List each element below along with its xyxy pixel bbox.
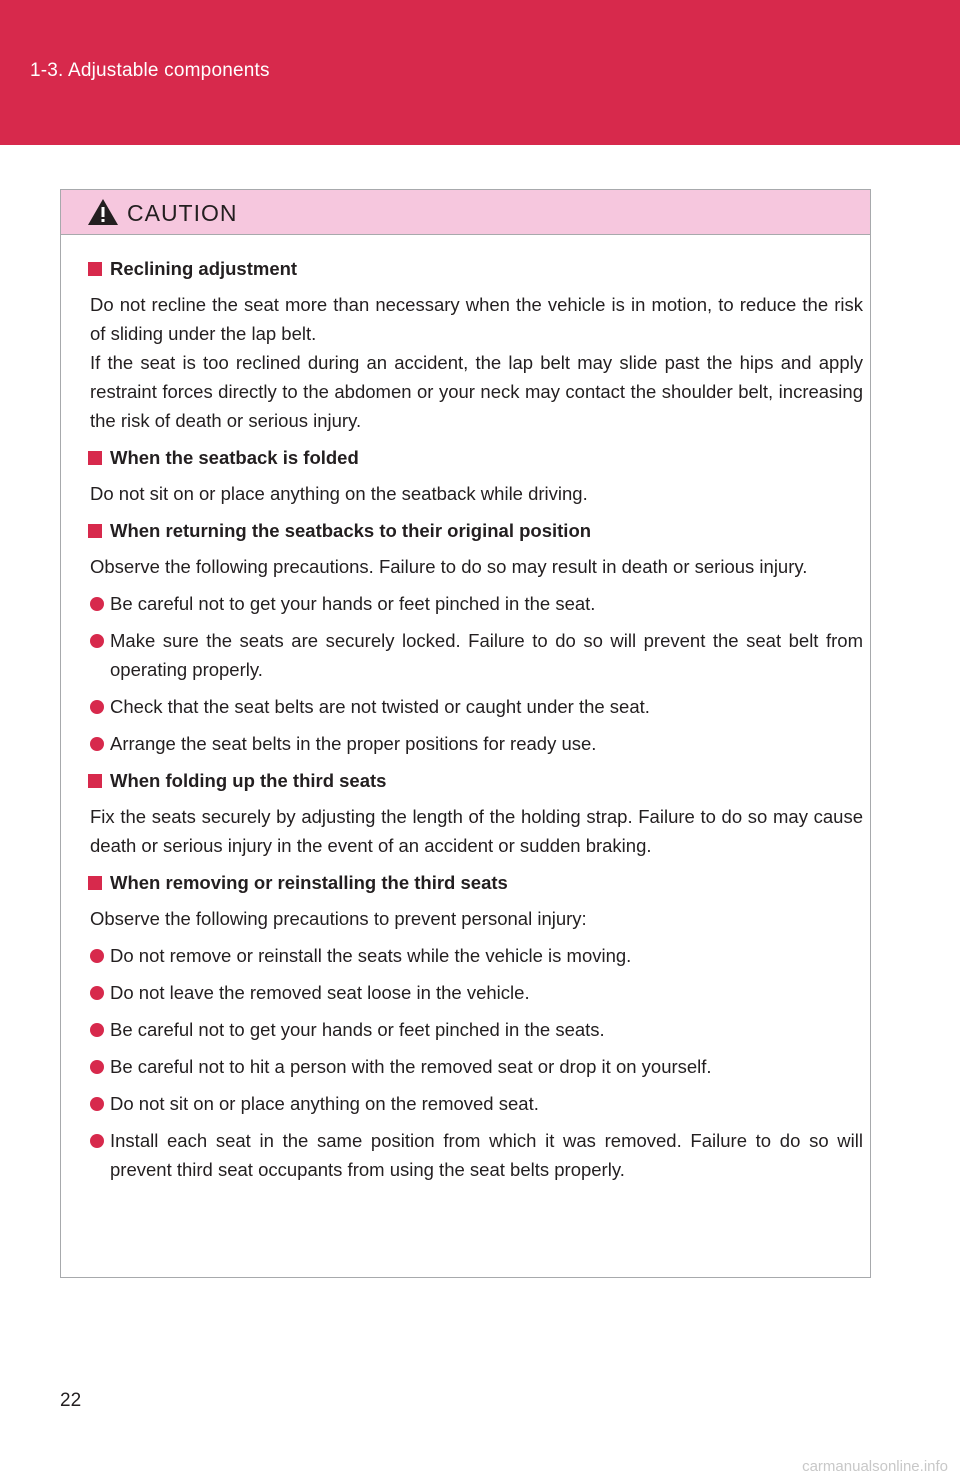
list-item: Do not sit on or place anything on the removed seat. [90, 1089, 863, 1118]
circle-bullet-icon [90, 949, 104, 963]
circle-bullet-icon [90, 634, 104, 648]
list-item: Do not remove or reinstall the seats while the vehicle is moving. [90, 941, 863, 970]
list-item: Do not leave the removed seat loose in the vehicle. [90, 978, 863, 1007]
list-item: Arrange the seat belts in the proper positions for ready use. [90, 729, 863, 758]
list-item: Make sure the seats are securely locked. Failure to do so will prevent the seat belt from operating properly. [90, 626, 863, 684]
paragraph: Observe the following precautions. Failure to do so may result in death or serious injury. [90, 556, 808, 577]
square-bullet-icon [88, 876, 102, 890]
section-header-band [0, 0, 960, 145]
list-item: Be careful not to get your hands or feet pinched in the seats. [90, 1015, 863, 1044]
square-bullet-icon [88, 524, 102, 538]
paragraph: Do not sit on or place anything on the seatback while driving. [90, 483, 588, 504]
paragraph: If the seat is too reclined during an accident, the lap belt may slide past the hips and apply restraint forces directly to the abdomen or your neck may contact the shoulder belt, increasing the risk of death or serious injury. [90, 352, 863, 431]
section-heading: When the seatback is folded [88, 445, 863, 471]
section-heading: When returning the seatbacks to their original position [88, 518, 863, 544]
circle-bullet-icon [90, 737, 104, 751]
paragraph: Fix the seats securely by adjusting the length of the holding strap. Failure to do so may cause death or serious injury in the event of an accident or sudden braking. [90, 806, 863, 856]
section-heading: Reclining adjustment [88, 256, 863, 282]
section-heading: When removing or reinstalling the third seats [88, 870, 863, 896]
circle-bullet-icon [90, 1134, 104, 1148]
circle-bullet-icon [90, 1097, 104, 1111]
circle-bullet-icon [90, 700, 104, 714]
circle-bullet-icon [90, 1023, 104, 1037]
circle-bullet-icon [90, 1060, 104, 1074]
list-item: Be careful not to hit a person with the removed seat or drop it on yourself. [90, 1052, 863, 1081]
caution-header [61, 190, 870, 235]
caution-box [60, 189, 871, 1278]
list-item: Be careful not to get your hands or feet pinched in the seat. [90, 589, 863, 618]
caution-content [88, 256, 863, 1184]
page-number: 22 [60, 1390, 82, 1411]
watermark: carmanualsonline.info [802, 1458, 948, 1475]
square-bullet-icon [88, 451, 102, 465]
caution-label: CAUTION [127, 200, 238, 226]
square-bullet-icon [88, 774, 102, 788]
list-item: Install each seat in the same position from which it was removed. Failure to do so will prevent third seat occupants from using the seat belts properly. [90, 1126, 863, 1184]
paragraph: Do not recline the seat more than necessary when the vehicle is in motion, to reduce the risk of sliding under the lap belt. [90, 294, 863, 344]
square-bullet-icon [88, 262, 102, 276]
circle-bullet-icon [90, 986, 104, 1000]
list-item: Check that the seat belts are not twisted or caught under the seat. [90, 692, 863, 721]
circle-bullet-icon [90, 597, 104, 611]
warning-triangle-icon [87, 198, 119, 226]
paragraph: Observe the following precautions to prevent personal injury: [90, 908, 587, 929]
section-heading: When folding up the third seats [88, 768, 863, 794]
section-title: 1-3. Adjustable components [30, 60, 270, 81]
